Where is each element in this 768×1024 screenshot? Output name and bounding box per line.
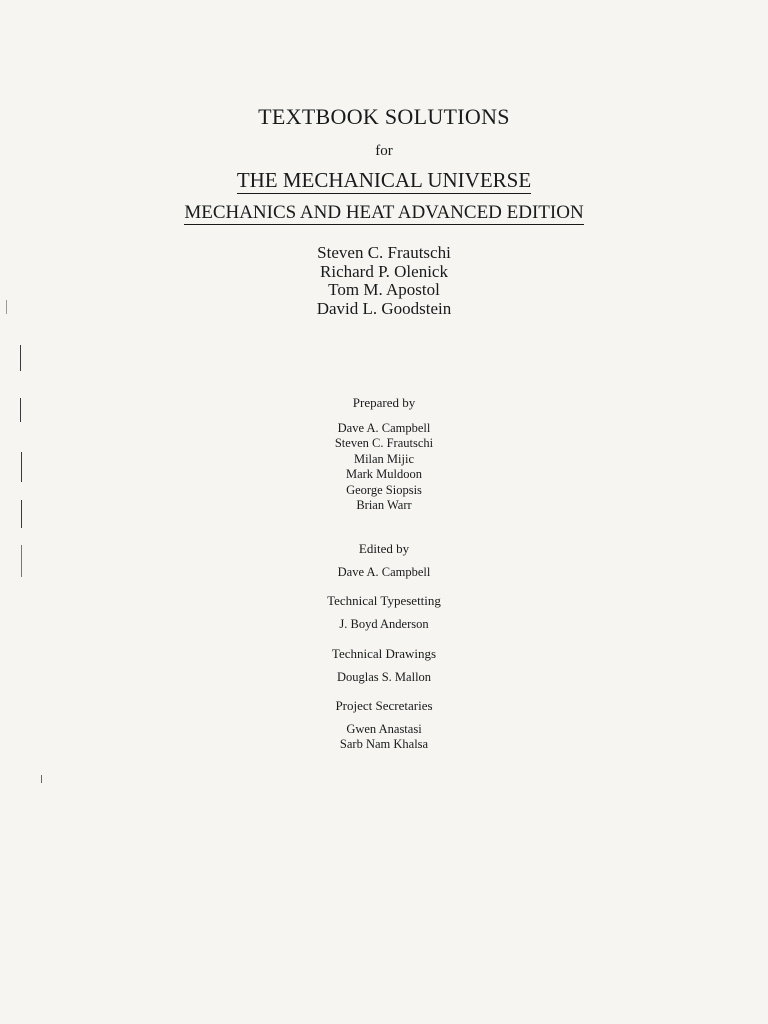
- technical-drawings-section: [0, 646, 768, 685]
- technical-drawings-heading: Technical Drawings: [331, 646, 437, 661]
- edited-by-heading: Edited by: [358, 541, 410, 556]
- technical-typesetting-heading: Technical Typesetting: [327, 593, 441, 608]
- for-text: for: [375, 143, 393, 159]
- contributor-name: George Siopsis: [346, 482, 422, 497]
- scan-mark: [6, 300, 7, 314]
- author-name: Richard P. Olenick: [320, 261, 448, 281]
- contributor-name: Milan Mijic: [353, 451, 415, 466]
- prepared-by-heading: Prepared by: [352, 395, 416, 410]
- secretary-name: Gwen Anastasi: [346, 721, 422, 736]
- secretary-name: Sarb Nam Khalsa: [339, 737, 429, 751]
- contributor-name: Mark Muldoon: [345, 467, 423, 481]
- project-secretaries-section: [0, 698, 768, 753]
- contributor-name: Steven C. Frautschi: [334, 436, 434, 450]
- author-name: Steven C. Frautschi: [317, 243, 451, 262]
- technical-typesetting-section: [0, 593, 768, 632]
- author-name: Tom M. Apostol: [328, 280, 440, 299]
- scan-mark: [21, 500, 22, 528]
- subtitle-line-1: [0, 168, 768, 193]
- scan-mark: [21, 545, 22, 577]
- project-secretaries-heading: Project Secretaries: [335, 698, 433, 713]
- subtitle-line-2-text: MECHANICS AND HEAT ADVANCED EDITION: [184, 202, 584, 223]
- author-name: David L. Goodstein: [316, 298, 452, 318]
- scan-mark: [21, 452, 22, 482]
- subtitle-line-1-text: THE MECHANICAL UNIVERSE: [236, 168, 532, 192]
- contributor-name: Brian Warr: [356, 498, 412, 512]
- scan-mark: [20, 345, 21, 371]
- document-title: TEXTBOOK SOLUTIONS: [258, 104, 510, 129]
- edited-by-section: [0, 541, 768, 580]
- contributor-name: Dave A. Campbell: [337, 420, 431, 435]
- scan-mark: [41, 775, 42, 783]
- editor-name: Dave A. Campbell: [337, 564, 431, 579]
- subtitle-line-2: [0, 202, 768, 224]
- prepared-by-section: [0, 395, 768, 514]
- illustrator-name: Douglas S. Mallon: [336, 669, 432, 684]
- authors-list: [0, 244, 768, 318]
- scan-mark: [20, 398, 21, 422]
- typesetter-name: J. Boyd Anderson: [339, 616, 429, 631]
